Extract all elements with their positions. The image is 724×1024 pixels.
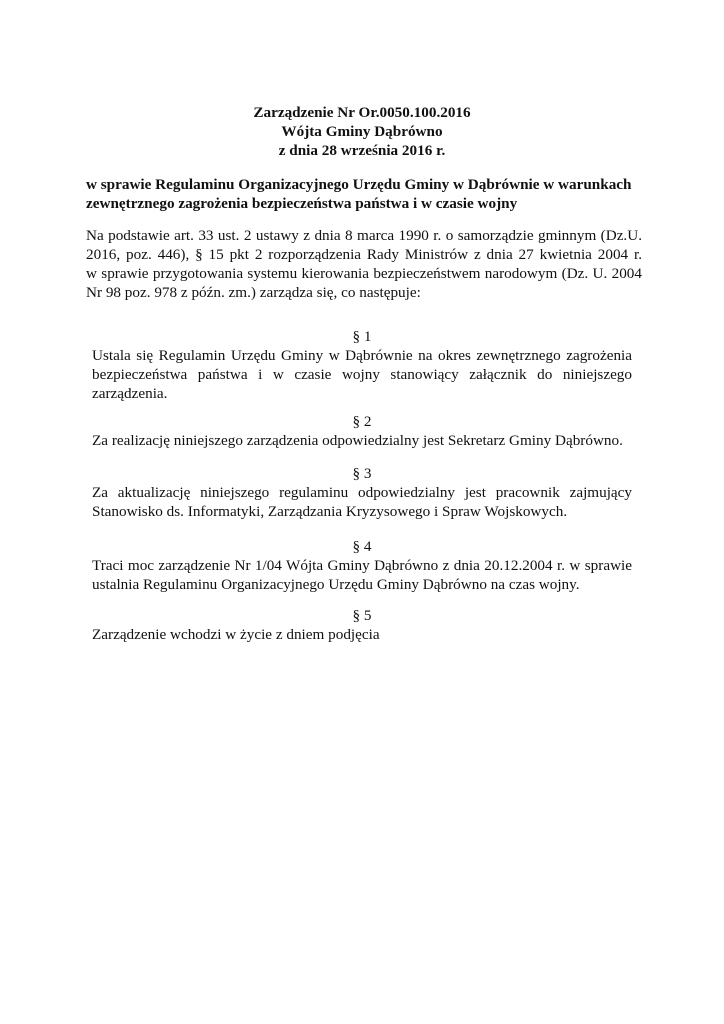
section-text-line: bezpieczeństwa państwa i w czasie wojny stanowiący załącznik do niniejszego	[92, 366, 632, 383]
section-number: § 1	[352, 328, 372, 345]
section-text-line: Traci moc zarządzenie Nr 1/04 Wójta Gminy Dąbrówno z dnia 20.12.2004 r. w sprawie	[92, 557, 632, 574]
section-text-line: Ustala się Regulamin Urzędu Gminy w Dąbrównie na okres zewnętrznego zagrożenia	[92, 347, 632, 364]
section-4	[92, 537, 632, 594]
section-2	[92, 412, 632, 450]
legal-basis-line: Nr 98 poz. 978 z późn. zm.) zarządza się, co następuje:	[86, 284, 421, 301]
legal-basis-line: 2016, poz. 446), § 15 pkt 2 rozporządzenia Rady Ministrów z dnia 27 kwietnia 2004 r.	[86, 246, 642, 263]
legal-basis-line: Na podstawie art. 33 ust. 2 ustawy z dnia 8 marca 1990 r. o samorządzie gminnym (Dz.U.	[86, 227, 642, 244]
section-5	[92, 606, 632, 644]
section-text-line: zarządzenia.	[92, 385, 168, 402]
section-number: § 2	[352, 413, 372, 430]
ordinance-number: Zarządzenie Nr Or.0050.100.2016	[253, 104, 471, 121]
section-text-line: Za realizację niniejszego zarządzenia odpowiedzialny jest Sekretarz Gminy Dąbrówno.	[92, 432, 623, 449]
legal-basis-line: w sprawie przygotowania systemu kierowania bezpieczeństwem narodowym (Dz. U. 2004	[86, 265, 642, 282]
legal-basis-paragraph	[86, 226, 642, 302]
document-subject	[86, 175, 646, 213]
section-text-line: Stanowisko ds. Informatyki, Zarządzania Kryzysowego i Spraw Wojskowych.	[92, 503, 568, 520]
section-3	[92, 464, 632, 521]
section-text-line: Zarządzenie wchodzi w życie z dniem podjęcia	[92, 626, 380, 643]
section-number: § 4	[352, 538, 372, 555]
subject-line: zewnętrznego zagrożenia bezpieczeństwa państwa i w czasie wojny	[86, 195, 518, 212]
subject-line: w sprawie Regulaminu Organizacyjnego Urzędu Gminy w Dąbrównie w warunkach	[86, 176, 632, 193]
document-header	[0, 103, 724, 160]
section-text-line: Za aktualizację niniejszego regulaminu odpowiedzialny jest pracownik zajmujący	[92, 484, 632, 501]
section-number: § 3	[352, 465, 372, 482]
ordinance-issuer: Wójta Gminy Dąbrówno	[281, 123, 443, 140]
ordinance-date: z dnia 28 września 2016 r.	[278, 142, 446, 159]
section-number: § 5	[352, 607, 372, 624]
section-text-line: ustalnia Regulaminu Organizacyjnego Urzędu Gminy Dąbrówno na czas wojny.	[92, 576, 580, 593]
section-1	[92, 327, 632, 403]
